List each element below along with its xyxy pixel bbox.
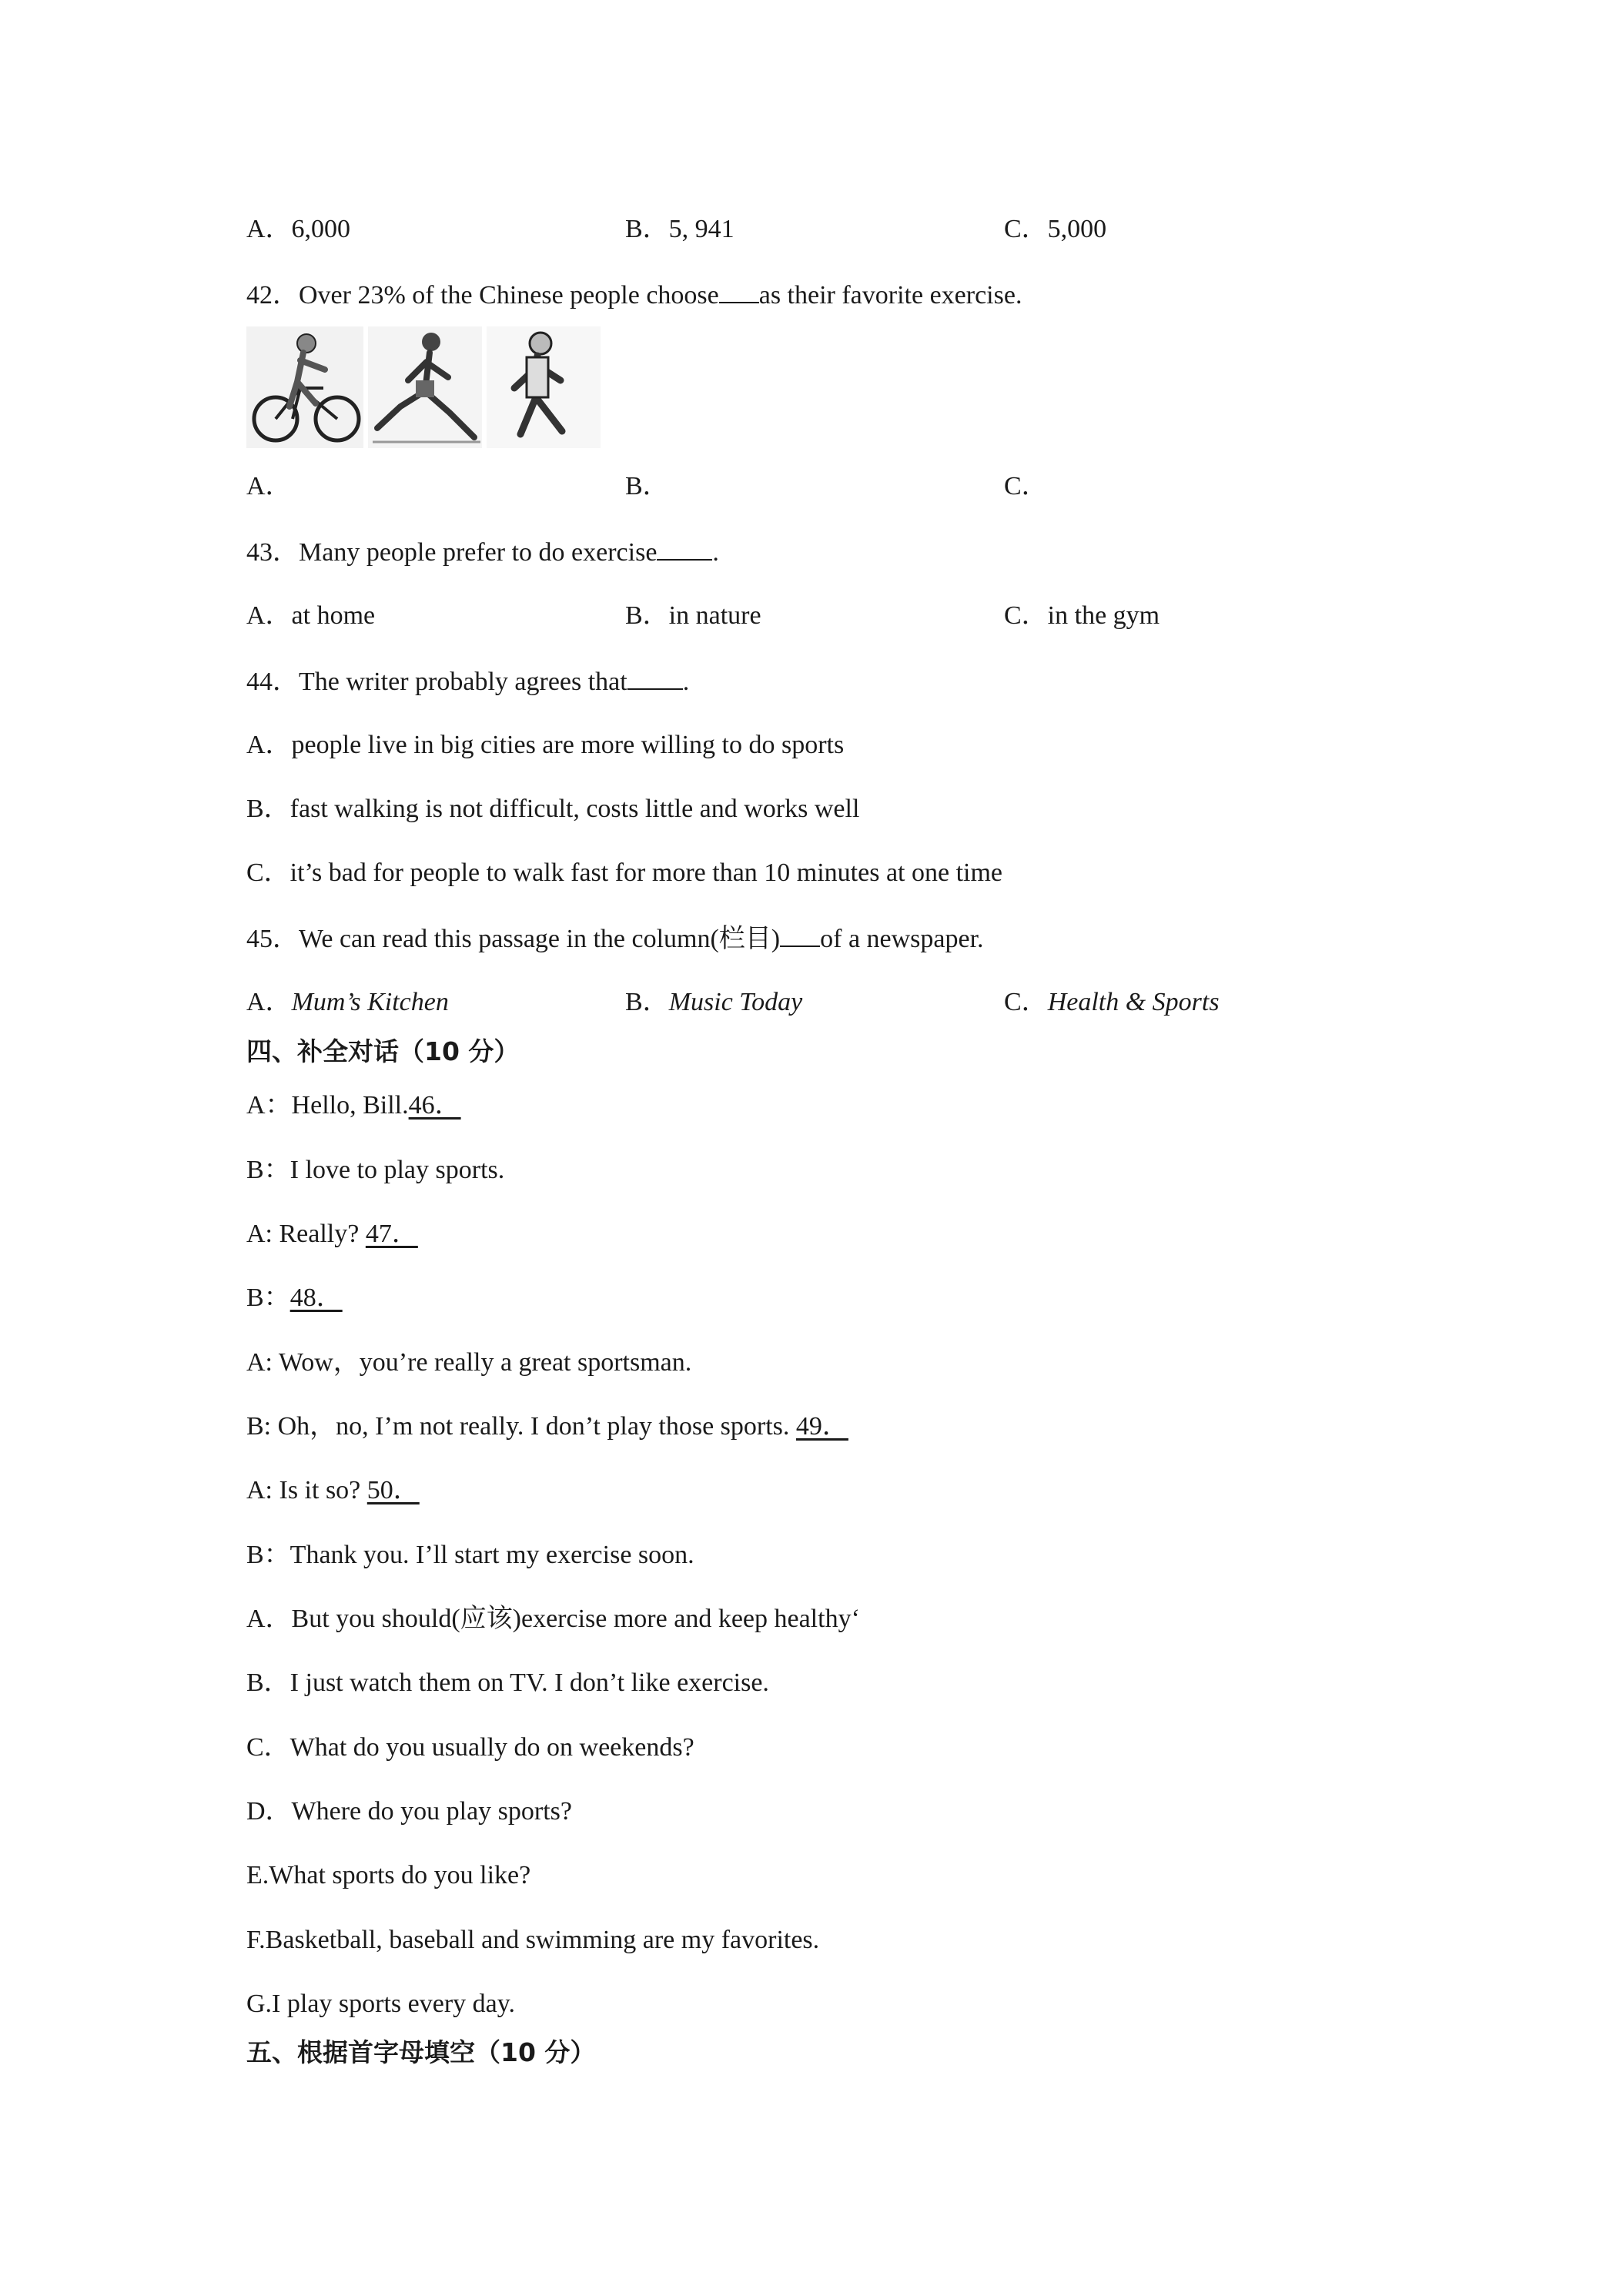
answer-blank-50: 50． <box>366 1476 420 1504</box>
q45-option-a-label: A． <box>246 988 292 1016</box>
dialogue-line <box>246 1475 430 1506</box>
q43-stem-start: 43．Many people prefer to do exercise <box>246 538 658 567</box>
q41-option-a: A．6,000 <box>246 215 351 243</box>
q45-blank <box>780 922 820 947</box>
answer-blank-47: 47． <box>365 1220 418 1248</box>
q44-stem-end: . <box>682 668 690 696</box>
cycling-picture <box>246 326 363 448</box>
q45-stem <box>246 922 984 955</box>
q44-option-b: B．fast walking is not difficult, costs little and works well <box>246 795 860 823</box>
q41-option-b: B．5, 941 <box>625 215 735 243</box>
choice-item: A．But you should(应该)exercise more and keep healthy‘ <box>246 1605 860 1633</box>
q45-option-c <box>1004 987 1220 1018</box>
q45-option-c-label: C． <box>1004 988 1048 1016</box>
choice-item: F.Basketball, baseball and swimming are my favorites. <box>246 1926 820 1954</box>
walking-icon <box>487 326 601 448</box>
dialogue-line <box>246 1347 691 1378</box>
dialogue-text: B: Oh，no, I’m not really. I don’t play those sports. <box>246 1412 796 1441</box>
dialogue-line <box>246 1411 859 1442</box>
dialogue-text: A: Is it so? <box>246 1476 367 1504</box>
q45-option-a-text: Mum’s Kitchen <box>291 988 449 1016</box>
q45-stem-start: 45．We can read this passage in the column(栏目) <box>246 925 781 953</box>
section-5-heading: 五、根据首字母填空（10 分） <box>246 2037 596 2067</box>
dialogue-text: A: Wow，you’re really a great sportsman. <box>246 1348 692 1377</box>
q44-option-a: A．people live in big cities are more willing to do sports <box>246 731 845 759</box>
section-4-heading: 四、补全对话（10 分） <box>246 1036 520 1066</box>
q44-stem <box>246 665 689 698</box>
q42-option-c: C． <box>1004 472 1048 500</box>
q42-option-a: A． <box>246 472 292 500</box>
q44-option-c: C．it’s bad for people to walk fast for more than 10 minutes at one time <box>246 858 1002 887</box>
choice-item: G.I play sports every day. <box>246 1990 516 2018</box>
dialogue-text: A：Hello, Bill. <box>246 1091 409 1120</box>
q43-stem <box>246 536 719 568</box>
dialogue-line <box>246 1540 694 1571</box>
choice-item: B．I just watch them on TV. I don’t like exercise. <box>246 1668 769 1697</box>
q42-pictures <box>246 326 601 448</box>
dialogue-text: B：I love to play sports. <box>246 1156 505 1184</box>
q42-stem <box>246 279 1022 311</box>
q43-blank <box>657 536 712 561</box>
q45-option-b-label: B． <box>625 988 669 1016</box>
q42-stem-end: as their favorite exercise. <box>758 281 1022 310</box>
answer-blank-49: 49． <box>795 1412 848 1441</box>
dialogue-text: A: Really? <box>246 1220 366 1248</box>
dialogue-text: B：Thank you. I’ll start my exercise soon. <box>246 1541 694 1569</box>
running-icon <box>368 326 482 448</box>
q42-stem-start: 42．Over 23% of the Chinese people choose <box>246 281 719 310</box>
q43-option-a: A．at home <box>246 601 376 630</box>
q43-option-b: B．in nature <box>625 601 761 630</box>
cycling-icon <box>246 326 363 448</box>
q42-option-b: B． <box>625 472 669 500</box>
q43-stem-end: . <box>712 538 719 567</box>
q41-option-c: C．5,000 <box>1004 215 1107 243</box>
dialogue-line <box>246 1219 429 1250</box>
q44-stem-start: 44．The writer probably agrees that <box>246 668 627 696</box>
q45-stem-end: of a newspaper. <box>820 925 984 953</box>
q45-option-b-text: Music Today <box>668 988 803 1016</box>
q45-option-b <box>625 987 802 1018</box>
q44-blank <box>627 665 683 690</box>
dialogue-line <box>246 1155 504 1186</box>
q45-option-a <box>246 987 449 1018</box>
q43-option-c: C．in the gym <box>1004 601 1160 630</box>
dialogue-text: B： <box>246 1284 290 1312</box>
q45-option-c-text: Health & Sports <box>1047 988 1220 1016</box>
choice-item: E.What sports do you like? <box>246 1861 531 1889</box>
running-picture <box>368 326 482 448</box>
dialogue-line <box>246 1090 472 1121</box>
answer-blank-48: 48． <box>289 1284 343 1312</box>
choice-item: D．Where do you play sports? <box>246 1797 573 1826</box>
q42-blank <box>719 279 759 303</box>
walking-picture <box>487 326 601 448</box>
dialogue-line <box>246 1283 353 1314</box>
choice-item: C．What do you usually do on weekends? <box>246 1733 694 1762</box>
answer-blank-46: 46． <box>408 1091 461 1120</box>
